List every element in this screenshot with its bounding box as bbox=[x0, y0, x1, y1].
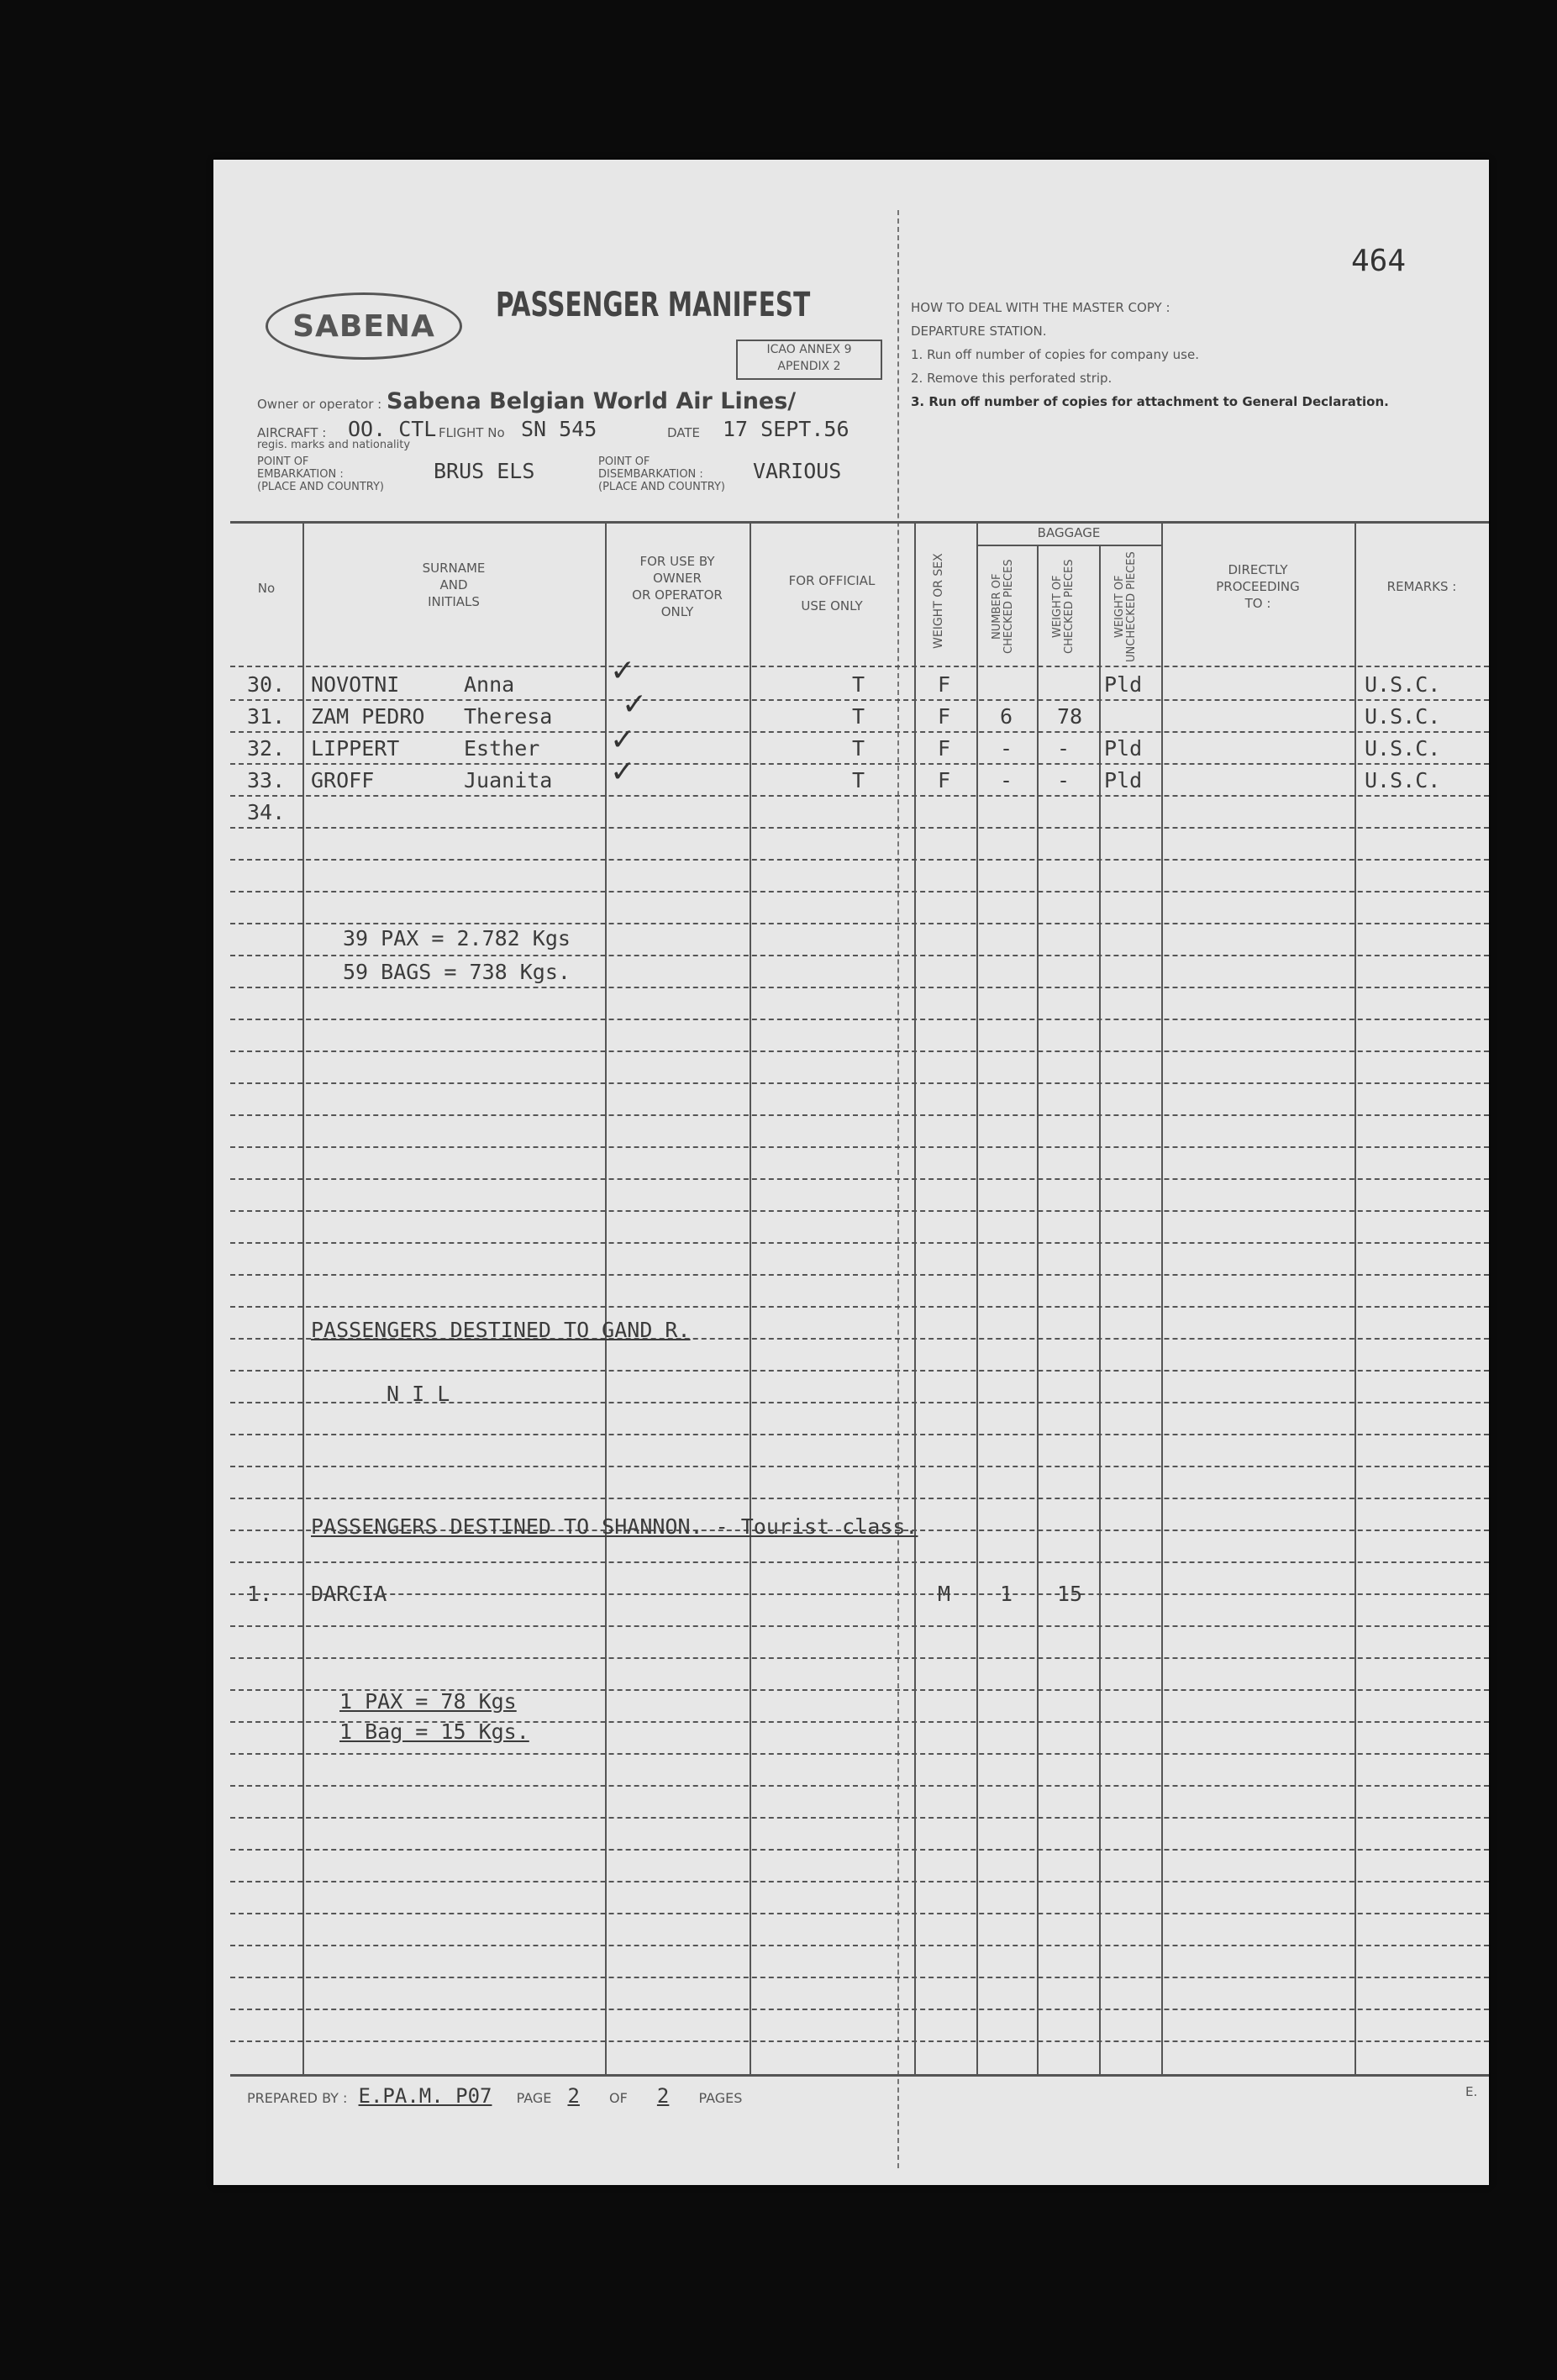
instructions bbox=[911, 296, 1389, 413]
shannon-heading: PASSENGERS DESTINED TO SHANNON. - Tourist class. bbox=[311, 1514, 918, 1539]
row-rule bbox=[230, 1849, 1489, 1851]
row-rule bbox=[230, 1178, 1489, 1180]
row-surname: LIPPERT bbox=[311, 736, 400, 761]
totals2-pax: 1 PAX = 78 Kgs bbox=[339, 1689, 517, 1714]
prepared-value: E.PA.M. P07 bbox=[358, 2084, 492, 2108]
row-rule bbox=[230, 1881, 1489, 1882]
row-rule bbox=[230, 1082, 1489, 1084]
row-official: T bbox=[852, 736, 865, 761]
row-official: T bbox=[852, 704, 865, 729]
row-pieces: 6 bbox=[1000, 704, 1013, 729]
flight-label: FLIGHT No bbox=[439, 425, 505, 440]
col-remarks-header: REMARKS : bbox=[1386, 579, 1457, 594]
embarkation-value: BRUS ELS bbox=[434, 459, 535, 483]
row-number: 34. bbox=[247, 800, 286, 824]
table-bottom-rule bbox=[230, 2074, 1489, 2077]
gand-heading: PASSENGERS DESTINED TO GAND R. bbox=[311, 1318, 691, 1342]
row-rule bbox=[230, 1657, 1489, 1659]
header-line: TO : bbox=[1244, 596, 1271, 611]
icao-box bbox=[736, 340, 882, 380]
header-line: SURNAME bbox=[422, 561, 486, 576]
sabena-logo: SABENA bbox=[266, 292, 462, 360]
row-unchecked: Pld bbox=[1104, 672, 1143, 697]
embarkation-label bbox=[257, 455, 384, 493]
row-weight: - bbox=[1057, 736, 1070, 761]
instruction-item: 3. Run off number of copies for attachment to General Declaration. bbox=[911, 394, 1389, 409]
row-pieces: - bbox=[1000, 736, 1013, 761]
row-number: 32. bbox=[247, 736, 286, 761]
instructions-subheading: DEPARTURE STATION. bbox=[911, 324, 1047, 339]
of-value: 2 bbox=[656, 2084, 670, 2108]
instruction-item: 1. Run off number of copies for company use. bbox=[911, 347, 1199, 362]
row-rule bbox=[230, 1019, 1489, 1020]
row-rule bbox=[230, 1913, 1489, 1914]
flight-value: SN 545 bbox=[521, 417, 597, 441]
shannon-row-pieces: 1 bbox=[1000, 1582, 1013, 1606]
shannon-row-name: DARCIA bbox=[311, 1582, 387, 1606]
operator-label: Owner or operator : bbox=[257, 397, 382, 412]
header-line: DIRECTLY bbox=[1228, 562, 1288, 577]
col-weight-sex-header: WEIGHT OR SEX bbox=[932, 553, 945, 649]
date-label: DATE bbox=[667, 425, 701, 440]
row-rule bbox=[230, 1274, 1489, 1276]
icao-line-1: ICAO ANNEX 9 bbox=[766, 343, 852, 356]
embarkation-label-line: POINT OF bbox=[257, 455, 309, 468]
page-label: PAGE bbox=[516, 2090, 552, 2106]
row-rule bbox=[230, 1306, 1489, 1308]
row-initials: Juanita bbox=[464, 768, 553, 792]
disembarkation-label-line: (PLACE AND COUNTRY) bbox=[598, 481, 726, 493]
row-rule bbox=[230, 1434, 1489, 1435]
row-rule bbox=[230, 2009, 1489, 2010]
shannon-row-number: 1. bbox=[247, 1582, 273, 1606]
totals-pax: 39 PAX = 2.782 Kgs bbox=[343, 926, 571, 950]
col-no-header: No bbox=[257, 581, 276, 596]
row-pieces: - bbox=[1000, 768, 1013, 792]
row-sex: F bbox=[938, 736, 951, 761]
col-checked-pieces-header: NUMBER OF CHECKED PIECES bbox=[991, 559, 1015, 655]
embarkation-label-line: EMBARKATION : bbox=[257, 468, 344, 481]
row-rule bbox=[230, 1114, 1489, 1116]
row-unchecked: Pld bbox=[1104, 768, 1143, 792]
header-line: FOR USE BY bbox=[639, 554, 715, 569]
row-initials: Theresa bbox=[464, 704, 553, 729]
col-directly-header bbox=[1161, 561, 1354, 612]
passenger-row bbox=[230, 703, 1489, 733]
row-weight: - bbox=[1057, 768, 1070, 792]
row-rule bbox=[230, 987, 1489, 988]
header-line: USE ONLY bbox=[801, 598, 863, 613]
edge-mark: E. bbox=[1465, 2084, 1478, 2099]
manifest-table bbox=[230, 521, 1489, 2076]
row-remarks: U.S.C. bbox=[1365, 704, 1441, 729]
disembarkation-label bbox=[598, 455, 725, 493]
check-mark-icon: ✓ bbox=[610, 654, 636, 688]
row-remarks: U.S.C. bbox=[1365, 736, 1441, 761]
row-official: T bbox=[852, 672, 865, 697]
row-unchecked: Pld bbox=[1104, 736, 1143, 761]
row-sex: F bbox=[938, 768, 951, 792]
row-official: T bbox=[852, 768, 865, 792]
header-line: OWNER bbox=[653, 571, 702, 586]
check-mark-icon: ✓ bbox=[610, 723, 636, 757]
disembarkation-value: VARIOUS bbox=[753, 459, 842, 483]
passenger-row bbox=[230, 671, 1489, 701]
row-rule bbox=[230, 891, 1489, 893]
shannon-row-weight: 15 bbox=[1057, 1582, 1083, 1606]
row-rule bbox=[230, 1242, 1489, 1244]
row-rule bbox=[230, 1785, 1489, 1787]
row-rule bbox=[230, 1593, 1489, 1595]
row-rule bbox=[230, 1050, 1489, 1052]
check-mark-icon: ✓ bbox=[610, 755, 636, 789]
row-remarks: U.S.C. bbox=[1365, 768, 1441, 792]
baggage-rule bbox=[976, 545, 1161, 546]
row-number: 33. bbox=[247, 768, 286, 792]
row-rule bbox=[230, 1625, 1489, 1627]
manifest-sheet bbox=[213, 160, 1489, 2185]
row-rule bbox=[230, 1210, 1489, 1212]
row-rule bbox=[230, 2040, 1489, 2042]
header-line: PROCEEDING bbox=[1216, 579, 1300, 594]
passenger-row bbox=[230, 735, 1489, 765]
row-rule bbox=[230, 923, 1489, 924]
row-rule bbox=[230, 1370, 1489, 1372]
manifest-title: PASSENGER MANIFEST bbox=[496, 286, 811, 324]
passenger-row bbox=[230, 766, 1489, 797]
row-rule bbox=[230, 859, 1489, 861]
icao-line-2: APENDIX 2 bbox=[777, 360, 841, 373]
row-rule bbox=[230, 1977, 1489, 1978]
prepared-label: PREPARED BY : bbox=[247, 2090, 348, 2106]
check-mark-icon: ✓ bbox=[622, 687, 648, 722]
row-rule bbox=[230, 1466, 1489, 1467]
totals-bags: 59 BAGS = 738 Kgs. bbox=[343, 960, 571, 984]
header-top-rule bbox=[230, 521, 1489, 524]
row-initials: Esther bbox=[464, 736, 540, 761]
header-line: OR OPERATOR bbox=[632, 587, 723, 603]
row-initials: Anna bbox=[464, 672, 515, 697]
row-number: 30. bbox=[247, 672, 286, 697]
shannon-row-sex: M bbox=[938, 1582, 951, 1606]
header-bottom-rule bbox=[230, 666, 1489, 667]
row-rule bbox=[230, 1945, 1489, 1946]
row-rule bbox=[230, 1561, 1489, 1563]
row-rule bbox=[230, 955, 1489, 956]
row-sex: F bbox=[938, 672, 951, 697]
date-value: 17 SEPT.56 bbox=[723, 417, 850, 441]
header-line: ONLY bbox=[660, 604, 694, 619]
operator-value: Sabena Belgian World Air Lines/ bbox=[387, 388, 797, 414]
row-number: 31. bbox=[247, 704, 286, 729]
embarkation-label-line: (PLACE AND COUNTRY) bbox=[257, 481, 385, 493]
instructions-heading: HOW TO DEAL WITH THE MASTER COPY : bbox=[911, 300, 1170, 315]
instruction-item: 2. Remove this perforated strip. bbox=[911, 371, 1113, 386]
disembarkation-label-line: POINT OF bbox=[598, 455, 650, 468]
gand-nil: N I L bbox=[387, 1382, 450, 1406]
pages-label: PAGES bbox=[698, 2090, 743, 2106]
header-line: FOR OFFICIAL bbox=[788, 573, 876, 588]
totals2-bags: 1 Bag = 15 Kgs. bbox=[339, 1719, 529, 1744]
footer bbox=[247, 2084, 742, 2108]
row-rule bbox=[230, 1146, 1489, 1148]
aircraft-sublabel: regis. marks and nationality bbox=[257, 439, 411, 451]
row-rule bbox=[230, 1817, 1489, 1819]
col-official-header bbox=[750, 568, 914, 619]
baggage-header: BAGGAGE bbox=[1037, 525, 1101, 540]
page-value: 2 bbox=[567, 2084, 580, 2108]
disembarkation-label-line: DISEMBARKATION : bbox=[598, 468, 703, 481]
sheet-number: 464 bbox=[1351, 244, 1407, 278]
header-line: INITIALS bbox=[428, 594, 480, 609]
col-owner-header bbox=[605, 553, 750, 620]
row-surname: NOVOTNI bbox=[311, 672, 400, 697]
row-remarks: U.S.C. bbox=[1365, 672, 1441, 697]
passenger-row bbox=[230, 798, 1489, 829]
col-unchecked-weight-header: WEIGHT OF UNCHECKED PIECES bbox=[1113, 551, 1138, 662]
aircraft-label: AIRCRAFT : bbox=[257, 425, 327, 440]
row-rule bbox=[230, 1753, 1489, 1755]
row-surname: ZAM PEDRO bbox=[311, 704, 425, 729]
row-weight: 78 bbox=[1057, 704, 1083, 729]
row-surname: GROFF bbox=[311, 768, 375, 792]
col-surname-header bbox=[302, 560, 605, 610]
col-checked-weight-header: WEIGHT OF CHECKED PIECES bbox=[1051, 559, 1076, 655]
row-rule bbox=[230, 1498, 1489, 1499]
aircraft-value: OO. CTL bbox=[348, 417, 437, 441]
row-sex: F bbox=[938, 704, 951, 729]
header-line: AND bbox=[439, 577, 468, 592]
of-label: OF bbox=[609, 2090, 628, 2106]
